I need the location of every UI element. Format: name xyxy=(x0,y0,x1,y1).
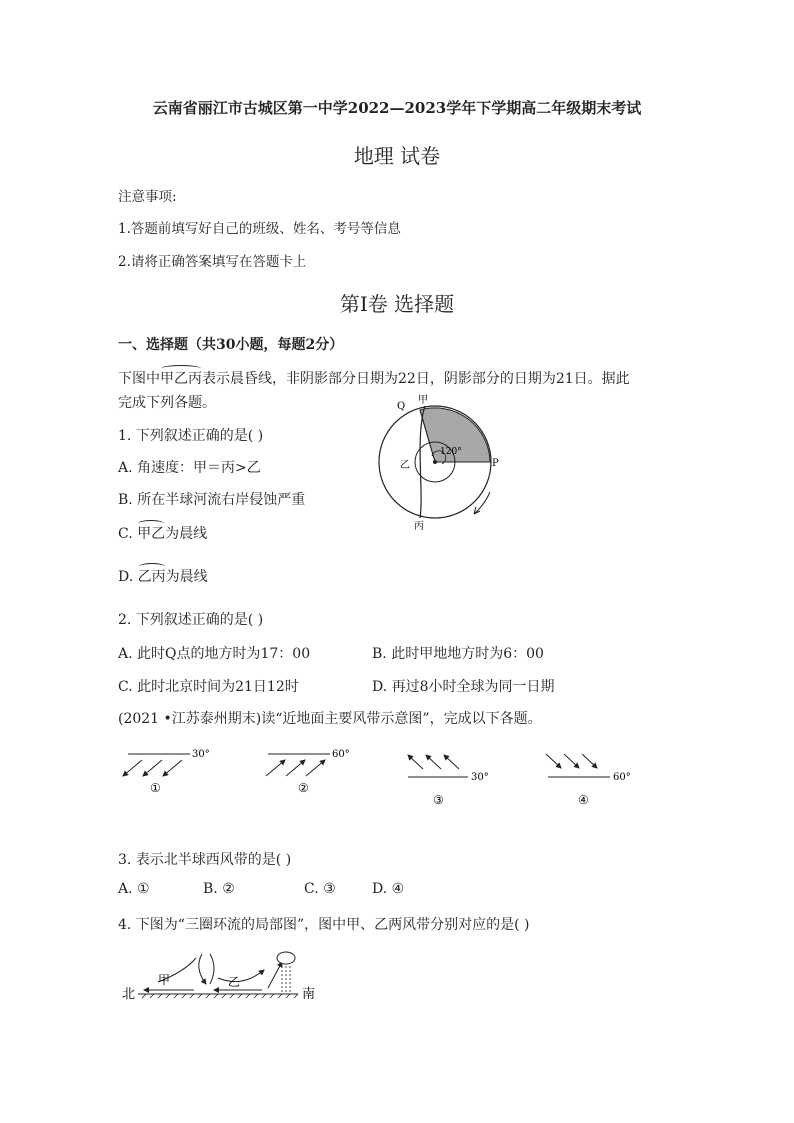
wind-diagram-4 xyxy=(546,754,631,807)
q1-option-a: A. 角速度：甲＝丙>乙 xyxy=(118,460,261,476)
label-bing: 丙 xyxy=(414,521,424,532)
intro-2: (2021 •江苏泰州期末)读“近地面主要风带示意图”，完成以下各题。 xyxy=(118,711,542,727)
notice-item-2: 2.请将正确答案填写在答题卡上 xyxy=(118,254,307,270)
wind-1-num: ① xyxy=(150,781,161,795)
q4-stem: 4. 下图为“三圈环流的局部图”，图中甲、乙两风带分别对应的是( ) xyxy=(118,917,530,933)
q1-option-d-suffix: 为晨线 xyxy=(165,569,208,585)
wind-2-lat: 60° xyxy=(332,749,350,760)
wind-4-lat: 60° xyxy=(613,772,631,783)
cell-arc-2 xyxy=(199,954,206,984)
label-yi: 乙 xyxy=(400,460,410,471)
wind-diagram-3 xyxy=(408,755,489,807)
q2-option-b: B. 此时甲地地方时为6：00 xyxy=(372,646,544,662)
rain-icon xyxy=(282,966,290,992)
subject-title: 地理 试卷 xyxy=(353,144,441,168)
label-p: P xyxy=(492,458,499,469)
circulation-diagram xyxy=(118,948,338,1008)
cloud-icon xyxy=(277,952,295,964)
rotation-arrow xyxy=(474,492,490,514)
notice-heading: 注意事项: xyxy=(118,189,177,205)
q3-option-a: A. ① xyxy=(118,881,150,897)
intro-1-line-2: 完成下列各题。 xyxy=(118,395,216,411)
label-angle: 120° xyxy=(440,447,462,457)
q1-option-d xyxy=(118,566,208,586)
q2-stem: 2. 下列叙述正确的是( ) xyxy=(118,612,264,628)
label-south: 南 xyxy=(302,987,316,1002)
q1-option-b: B. 所在半球河流右岸侵蚀严重 xyxy=(118,492,306,508)
wind-3-lat: 30° xyxy=(471,772,489,783)
wind-belt-diagrams xyxy=(118,740,658,810)
label-jia: 甲 xyxy=(158,973,171,987)
q1-stem: 1. 下列叙述正确的是( ) xyxy=(118,428,264,444)
q2-option-d: D. 再过8小时全球为同一日期 xyxy=(372,679,555,695)
wind-3-num: ③ xyxy=(433,793,444,807)
wind-diagram-2 xyxy=(266,749,350,795)
wind-diagram-1 xyxy=(123,749,210,795)
arc-label-jia-yi: 甲乙 xyxy=(137,523,165,543)
label-q: Q xyxy=(397,401,406,412)
q3-option-c: C. ③ xyxy=(304,881,336,897)
label-north: 北 xyxy=(122,987,136,1002)
q1-option-c xyxy=(118,523,207,543)
label-yi: 乙 xyxy=(228,975,241,989)
polar-terminator-diagram xyxy=(370,392,510,534)
q1-option-c-suffix: 为晨线 xyxy=(165,526,208,542)
wind-2-num: ② xyxy=(298,781,309,795)
q3-stem: 3. 表示北半球西风带的是( ) xyxy=(118,852,292,868)
q1-option-c-prefix: C. xyxy=(118,526,138,542)
q3-option-d: D. ④ xyxy=(372,881,405,897)
arc-label-yi-bing: 乙丙 xyxy=(138,566,166,586)
q2-option-a: A. 此时Q点的地方时为17：00 xyxy=(118,646,311,662)
cell-arc-3 xyxy=(210,954,214,984)
exam-title: 云南省丽江市古城区第一中学2022—2023学年下学期高二年级期末考试 xyxy=(152,99,642,117)
cell-arc-4 xyxy=(218,970,264,982)
ground-hatch xyxy=(142,994,298,998)
q2-option-c: C. 此时北京时间为21日12时 xyxy=(118,679,299,695)
q1-option-d-prefix: D. xyxy=(118,569,138,585)
section-title: 第Ⅰ卷 选择题 xyxy=(339,292,455,316)
label-jia: 甲 xyxy=(418,395,428,406)
notice-item-1: 1.答题前填写好自己的班级、姓名、考号等信息 xyxy=(118,221,401,237)
wind-1-lat: 30° xyxy=(192,749,210,760)
intro-1-line-1 xyxy=(118,368,630,388)
arc-label-jia-yi-bing: 甲乙丙 xyxy=(160,368,202,388)
intro-1-post: 表示晨昏线，非阴影部分日期为22日，阴影部分的日期为21日。据此 xyxy=(202,371,630,387)
pole-dot xyxy=(433,460,437,464)
part-heading: 一、选择题（共30小题，每题2分） xyxy=(118,337,344,353)
rising-air-arrow xyxy=(268,962,282,988)
intro-1-pre: 下图中 xyxy=(118,371,160,387)
wind-4-num: ④ xyxy=(578,793,589,807)
q3-option-b: B. ② xyxy=(203,881,235,897)
